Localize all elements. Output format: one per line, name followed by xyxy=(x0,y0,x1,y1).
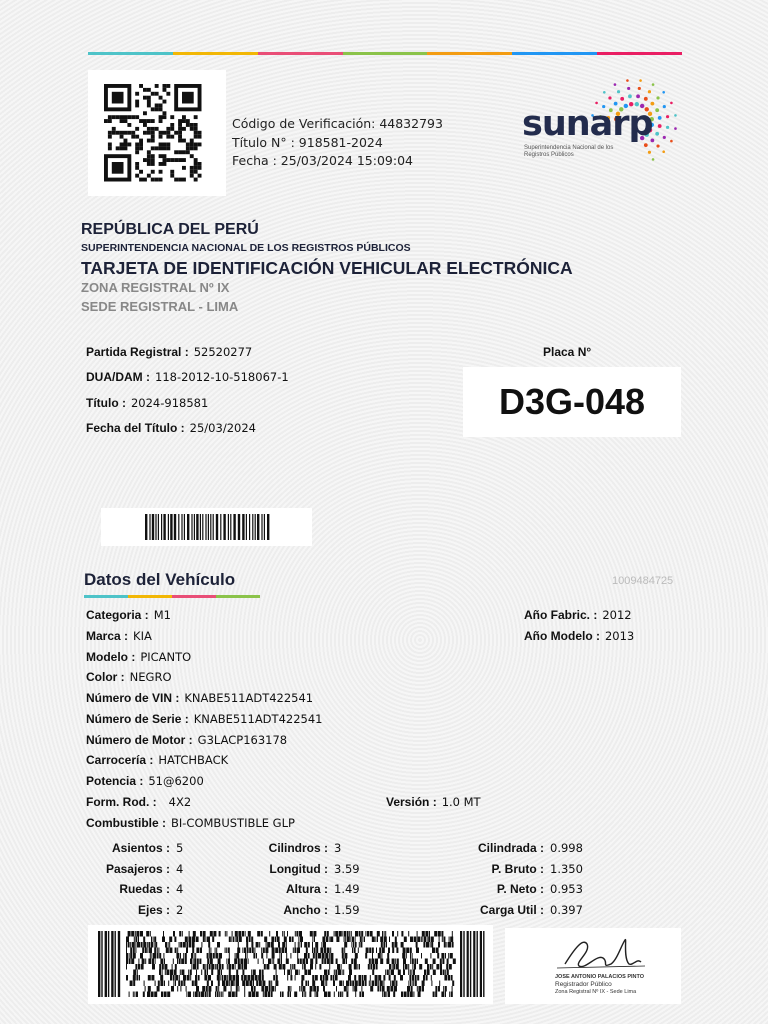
dua-value: 118-2012-10-518067-1 xyxy=(155,370,289,384)
cilindrada-field xyxy=(430,841,583,855)
formrod-label: Form. Rod. : xyxy=(86,795,157,809)
signature-box xyxy=(505,928,681,1004)
titulo-number: Título N° : 918581-2024 xyxy=(232,134,383,150)
cilindros-value: 3 xyxy=(334,841,342,855)
partida-field xyxy=(86,345,252,359)
asientos-field xyxy=(86,841,183,855)
issue-date: Fecha : 25/03/2024 15:09:04 xyxy=(232,153,413,168)
fecha-titulo-value: 25/03/2024 xyxy=(189,421,256,435)
partida-label: Partida Registral : xyxy=(86,345,189,359)
barcode-pdf417 xyxy=(88,925,493,1004)
stripe-segment xyxy=(258,52,343,55)
underline-segment xyxy=(172,595,216,598)
underline-segment xyxy=(216,595,260,598)
underline-segment xyxy=(128,595,172,598)
ejes-value: 2 xyxy=(176,903,184,917)
marca-value: KIA xyxy=(133,629,152,643)
ruedas-label: Ruedas : xyxy=(119,882,170,896)
longitud-field xyxy=(230,862,360,876)
anio-fabric-field xyxy=(524,608,632,622)
version-label: Versión : xyxy=(386,795,437,809)
color-field xyxy=(86,670,172,684)
formrod-field xyxy=(86,795,191,809)
titulo-value: 2024-918581 xyxy=(130,396,209,410)
color-label: Color : xyxy=(86,670,125,684)
anio-modelo-field xyxy=(524,629,634,643)
ancho-value: 1.59 xyxy=(334,903,360,917)
modelo-label: Modelo : xyxy=(86,650,136,664)
vin-label: Número de VIN : xyxy=(86,691,180,705)
categoria-value: M1 xyxy=(153,608,171,622)
qr-code xyxy=(104,84,210,182)
barcode-pdf417-box xyxy=(88,925,493,1004)
ejes-field xyxy=(86,903,183,917)
potencia-field xyxy=(86,774,204,788)
cilindrada-value: 0.998 xyxy=(550,841,583,855)
signer-zone: Zona Registral Nº IX - Sede Lima xyxy=(555,989,637,995)
vin-field xyxy=(86,691,313,705)
pasajeros-label: Pasajeros : xyxy=(105,862,170,876)
superintendencia-title: SUPERINTENDENCIA NACIONAL DE LOS REGISTROS PÚBLICOS xyxy=(81,242,411,254)
vin-value: KNABE511ADT422541 xyxy=(184,691,314,705)
version-value: 1.0 MT xyxy=(441,795,481,809)
cilindros-field xyxy=(230,841,341,855)
document-title: TARJETA DE IDENTIFICACIÓN VEHICULAR ELECTRÓNICA xyxy=(81,258,573,278)
asientos-label: Asientos : xyxy=(111,841,170,855)
combustible-label: Combustible : xyxy=(86,816,166,830)
potencia-value: 51@6200 xyxy=(148,774,204,788)
cilindrada-label: Cilindrada : xyxy=(477,841,544,855)
cargautil-value: 0.397 xyxy=(550,903,583,917)
datos-heading: Datos del Vehículo xyxy=(84,570,236,589)
anio-modelo-value: 2013 xyxy=(604,629,635,643)
placa-label: Placa N° xyxy=(543,345,592,359)
potencia-label: Potencia : xyxy=(86,774,144,788)
pasajeros-field xyxy=(86,862,183,876)
cargautil-label: Carga Util : xyxy=(479,903,544,917)
longitud-label: Longitud : xyxy=(269,862,328,876)
motor-field xyxy=(86,733,287,747)
document-number: 1009484725 xyxy=(612,575,674,587)
combustible-field xyxy=(86,816,295,830)
ejes-label: Ejes : xyxy=(137,903,170,917)
altura-field xyxy=(230,882,360,896)
pbruto-value: 1.350 xyxy=(550,862,583,876)
stripe-segment xyxy=(343,52,428,55)
titulo-field xyxy=(86,396,208,410)
categoria-label: Categoria : xyxy=(86,608,149,622)
barcode-small xyxy=(101,508,312,546)
republica-title: REPÚBLICA DEL PERÚ xyxy=(81,221,259,238)
ruedas-value: 4 xyxy=(176,882,184,896)
carroceria-value: HATCHBACK xyxy=(158,753,229,767)
stripe-segment xyxy=(173,52,258,55)
version-field xyxy=(386,795,481,809)
serie-field xyxy=(86,712,322,726)
placa-box xyxy=(463,367,681,437)
carroceria-field xyxy=(86,753,228,767)
logo-text: sunarp xyxy=(522,104,653,144)
underline-segment xyxy=(84,595,128,598)
fecha-titulo-field xyxy=(86,421,256,435)
sede-registral: SEDE REGISTRAL - LIMA xyxy=(81,299,239,314)
formrod-value: 4X2 xyxy=(168,795,192,809)
signature-icon xyxy=(505,928,681,978)
longitud-value: 3.59 xyxy=(334,862,360,876)
combustible-value: BI-COMBUSTIBLE GLP xyxy=(171,816,295,830)
modelo-field xyxy=(86,650,191,664)
datos-underline xyxy=(84,595,260,598)
stripe-segment xyxy=(597,52,682,55)
serie-label: Número de Serie : xyxy=(86,712,189,726)
pbruto-field xyxy=(430,862,583,876)
altura-label: Altura : xyxy=(286,882,328,896)
pasajeros-value: 4 xyxy=(176,862,184,876)
marca-field xyxy=(86,629,152,643)
stripe-segment xyxy=(427,52,512,55)
pneto-label: P. Neto : xyxy=(496,882,544,896)
cargautil-field xyxy=(430,903,583,917)
asientos-value: 5 xyxy=(176,841,184,855)
anio-fabric-label: Año Fabric. : xyxy=(524,608,598,622)
pbruto-label: P. Bruto : xyxy=(491,862,544,876)
stripe-segment xyxy=(88,52,173,55)
verification-code: Código de Verificación: 44832793 xyxy=(232,116,443,131)
carroceria-label: Carrocería : xyxy=(86,753,154,767)
logo-subtitle: Superintendencia Nacional de los Registros Públicos xyxy=(524,145,614,158)
categoria-field xyxy=(86,608,171,622)
fecha-titulo-label: Fecha del Título : xyxy=(86,421,185,435)
anio-fabric-value: 2012 xyxy=(602,608,632,622)
ancho-field xyxy=(230,903,360,917)
anio-modelo-label: Año Modelo : xyxy=(524,629,600,643)
qr-code-box xyxy=(88,70,226,196)
ancho-label: Ancho : xyxy=(283,903,328,917)
dua-label: DUA/DAM : xyxy=(86,370,150,384)
color-value: NEGRO xyxy=(129,670,172,684)
motor-value: G3LACP163178 xyxy=(197,733,288,747)
partida-value: 52520277 xyxy=(193,345,253,359)
color-stripe xyxy=(88,52,682,55)
ruedas-field xyxy=(86,882,183,896)
pneto-value: 0.953 xyxy=(550,882,583,896)
barcode-small-box xyxy=(101,508,312,546)
titulo-label: Título : xyxy=(86,396,126,410)
signer-name: JOSE ANTONIO PALACIOS PINTO xyxy=(555,974,645,980)
modelo-value: PICANTO xyxy=(140,650,192,664)
stripe-segment xyxy=(512,52,597,55)
serie-value: KNABE511ADT422541 xyxy=(193,712,323,726)
motor-label: Número de Motor : xyxy=(86,733,193,747)
altura-value: 1.49 xyxy=(334,882,360,896)
placa-value: D3G-048 xyxy=(498,381,646,422)
zona-registral: ZONA REGISTRAL Nº IX xyxy=(81,280,230,295)
dua-field xyxy=(86,370,289,384)
marca-label: Marca : xyxy=(86,629,129,643)
pneto-field xyxy=(430,882,583,896)
cilindros-label: Cilindros : xyxy=(268,841,328,855)
signer-role: Registrador Público xyxy=(555,981,612,988)
verification-block xyxy=(232,115,443,171)
